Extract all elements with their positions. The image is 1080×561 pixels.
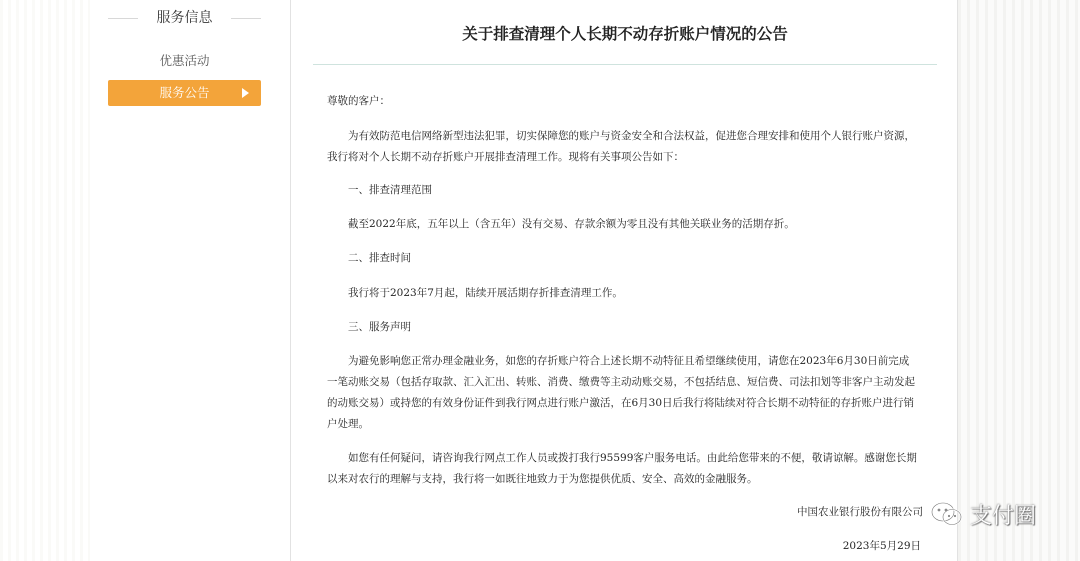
contact-paragraph: 如您有任何疑问，请咨询我行网点工作人员或拨打我行95599客户服务电话。由此给您带来的不便，敬请谅解。感谢您长期以来对农行的理解与支持，我行将一如既往地致力于为您提供优质、安全、高效的金融服务。	[327, 452, 917, 485]
sidebar-item-label: 优惠活动	[159, 53, 210, 68]
sidebar-item-label: 服务公告	[159, 85, 210, 100]
scope-paragraph: 截至2022年底，五年以上（含五年）没有交易、存款余额为零且没有其他关联业务的活期存折。	[348, 218, 795, 230]
statement-paragraph: 为避免影响您正常办理金融业务，如您的存折账户符合上述长期不动特征且希望继续使用，请您在2023年6月30日前完成一笔动账交易（包括存取款、汇入汇出、转账、消费、缴费等主动动账交易，不包括结息、短信费、司法扣划等非客户主动发起的动账交易）或持您的有效身份证件到我行网点进行账户激活，在6月30日后我行将陆续对符合长期不动特征的存折账户进行销户处理。	[327, 355, 915, 430]
signature-date: 2023年5月29日	[842, 540, 921, 552]
right-background	[958, 0, 1080, 561]
section-heading-time: 二、排查时间	[348, 252, 411, 264]
section-heading-scope: 一、排查清理范围	[348, 184, 432, 196]
caret-right-icon	[242, 88, 249, 98]
left-decoration	[0, 0, 90, 561]
greeting: 尊敬的客户：	[327, 95, 390, 107]
intro-paragraph: 为有效防范电信网络新型违法犯罪，切实保障您的账户与资金安全和合法权益，促进您合理安排和使用个人银行账户资源，我行将对个人长期不动存折账户开展排查清理工作。现将有关事项公告如下：	[327, 130, 915, 163]
page-title: 关于排查清理个人长期不动存折账户情况的公告	[462, 24, 788, 43]
sidebar	[108, 0, 261, 100]
sidebar-title: 服务信息	[108, 0, 261, 36]
wechat-icon	[930, 500, 964, 528]
title-divider	[313, 64, 937, 65]
time-paragraph: 我行将于2023年7月起，陆续开展活期存折排查清理工作。	[348, 287, 623, 299]
sidebar-item-service-notice[interactable]	[108, 80, 261, 106]
sidebar-item-promotions[interactable]	[108, 48, 261, 74]
section-heading-statement: 三、服务声明	[348, 321, 411, 333]
article-panel	[290, 0, 958, 561]
watermark	[930, 497, 1036, 531]
signature-organization: 中国农业银行股份有限公司	[797, 506, 923, 518]
watermark-text: 支付圈	[970, 503, 1037, 529]
